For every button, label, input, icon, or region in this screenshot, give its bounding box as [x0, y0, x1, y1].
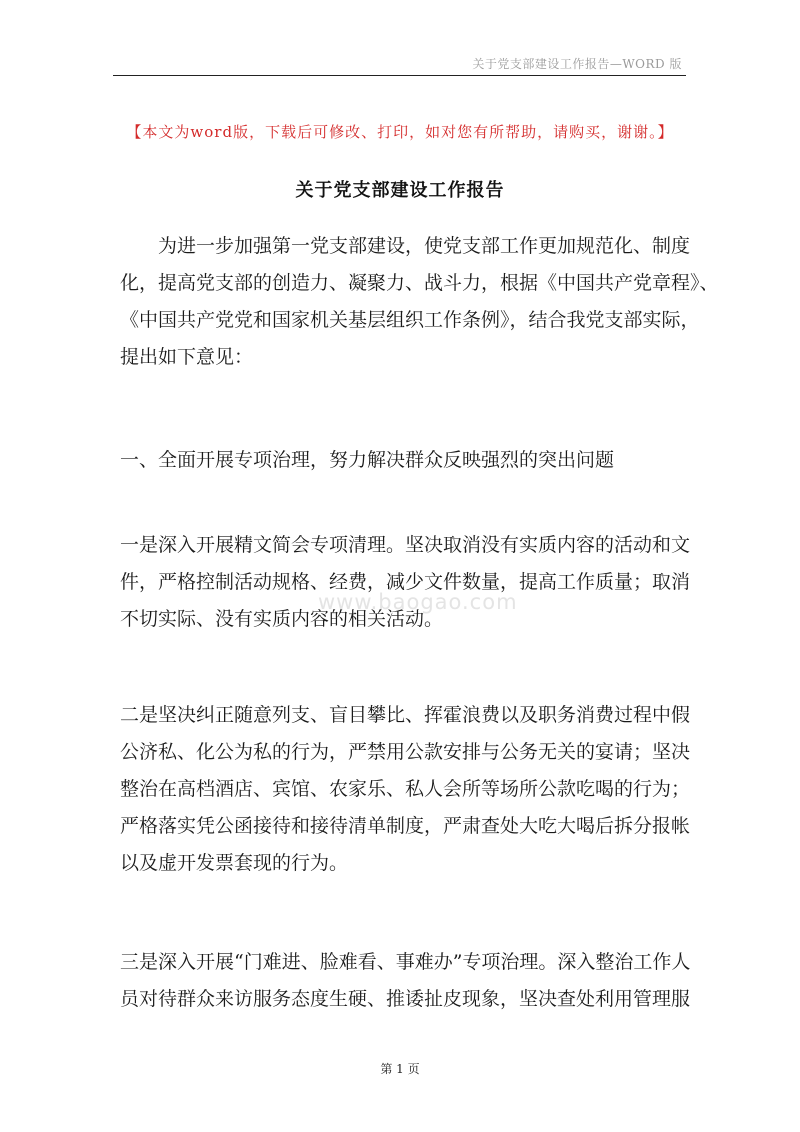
page-number: 第 1 页	[380, 1062, 420, 1076]
paragraph-line: 不切实际、没有实质内容的相关活动。	[120, 608, 444, 630]
item-two-paragraph	[120, 697, 691, 882]
paragraph-line: 二是坚决纠正随意列支、盲目攀比、挥霍浪费以及职务消费过程中假	[120, 704, 691, 726]
paragraph-line: 以及虚开发票套现的行为。	[120, 852, 349, 874]
document-title: 关于党支部建设工作报告	[295, 180, 505, 201]
paragraph-line: 三是深入开展“门难进、脸难看、事难办”专项治理。深入整治工作人	[120, 951, 691, 973]
paragraph-line: 为进一步加强第一党支部建设，使党支部工作更加规范化、制度	[158, 235, 691, 257]
purchase-notice: 【本文为word版，下载后可修改、打印，如对您有所帮助，请购买，谢谢。】	[126, 123, 674, 141]
item-three-paragraph	[120, 944, 691, 1018]
item-one-paragraph	[120, 527, 691, 638]
paragraph-line: 公济私、化公为私的行为，严禁用公款安排与公务无关的宴请；坚决	[120, 741, 691, 763]
paragraph-line: 一是深入开展精文简会专项清理。坚决取消没有实质内容的活动和文	[120, 534, 691, 556]
paragraph-line: 件，严格控制活动规格、经费，减少文件数量，提高工作质量；取消	[120, 571, 691, 593]
paragraph-line: 整治在高档酒店、宾馆、农家乐、私人会所等场所公款吃喝的行为；	[120, 778, 691, 800]
paragraph-line: 员对待群众来访服务态度生硬、推诿扯皮现象，坚决查处利用管理服	[120, 988, 691, 1010]
watermark: www.baogao.com	[318, 590, 518, 614]
section-heading-1	[120, 442, 680, 479]
paragraph-line: 严格落实凭公函接待和接待清单制度，严肃查处大吃大喝后拆分报帐	[120, 815, 691, 837]
running-header: 关于党支部建设工作报告—WORD 版	[472, 57, 682, 71]
section-heading-text: 一、全面开展专项治理，努力解决群众反映强烈的突出问题	[120, 449, 615, 471]
paragraph-line: 《中国共产党党和国家机关基层组织工作条例》，结合我党支部实际，	[120, 309, 700, 331]
header-divider	[113, 75, 686, 76]
intro-paragraph	[120, 228, 719, 376]
paragraph-line: 化，提高党支部的创造力、凝聚力、战斗力，根据《中国共产党章程》、	[120, 272, 719, 294]
paragraph-line: 提出如下意见：	[120, 346, 254, 368]
